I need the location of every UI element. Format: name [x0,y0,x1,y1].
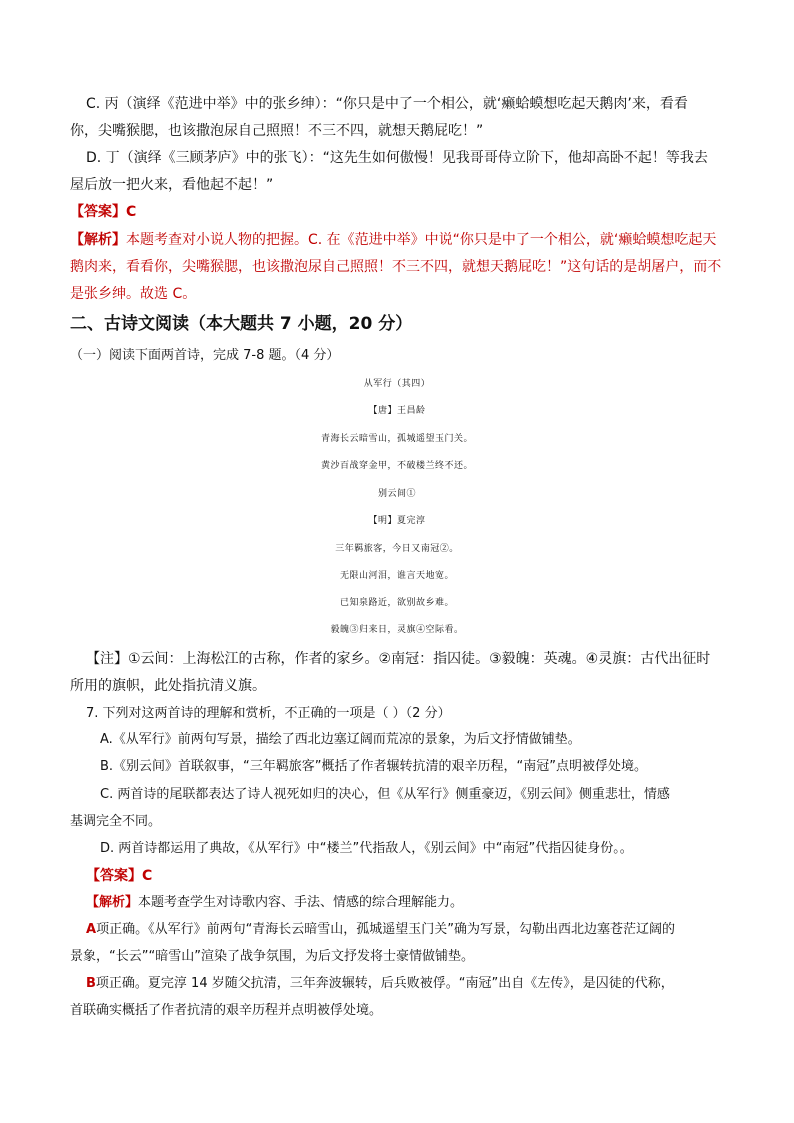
section-title: 二、古诗文阅读（本大题共 7 小题，20 分） [70,314,413,334]
q6-analysis-line2: 鹅肉来，看看你，尖嘴猴腮，也该撒泡尿自己照照！不三不四，就想天鹅屁吃！”这句话的是胡屠户，而不 [70,259,722,275]
analysis-b-label: B [86,976,96,991]
q7-option-a: A.《从军行》前两句写景，描绘了西北边塞辽阔而荒凉的景象，为后文抒情做铺垫。 [100,732,581,747]
poem2-line2: 无限山河泪，谁言天地宽。 [339,571,454,581]
analysis-a-text: 项正确。《从军行》前两句“青海长云暗雪山，孤城遥望玉门关”确为写景，勾勒出西北边塞苍茫辽阔的 [96,922,676,937]
q7-analysis-intro [86,893,463,913]
q7-option-c-line1: C. 两首诗的尾联都表达了诗人视死如归的决心，但《从军行》侧重豪迈，《别云间》侧重悲壮，情感 [100,787,670,802]
q7-answer [86,866,152,886]
q7-option-c-line2: 基调完全不同。 [70,814,162,829]
poem1-line2: 黄沙百战穿金甲，不破楼兰终不还。 [320,461,473,471]
poem1-line1: 青海长云暗雪山，孤城遥望玉门关。 [320,434,473,444]
poem1-title: 从军行（其四） [363,379,431,389]
analysis-tag: 【解析】 [86,895,139,910]
q6-option-d-line1: D. 丁（演绎《三顾茅庐》中的张飞）：“这先生如何傲慢！见我哥哥侍立阶下，他却高卧不起！等我去 [86,150,708,166]
notes-line2: 所用的旗帜，此处指抗清义旗。 [70,678,266,694]
analysis-a-label: A [86,922,97,937]
notes-line1: 【注】①云间：上海松江的古称，作者的家乡。②南冠：指囚徒。③毅魄：英魂。④灵旗：古代出征时 [86,651,711,667]
answer-tag: 【答案】 [86,868,142,884]
q7-option-d: D. 两首诗都运用了典故，《从军行》中“楼兰”代指敌人，《别云间》中“南冠”代指囚徒身份。。 [100,841,633,856]
q6-option-c-line2: 你，尖嘴猴腮，也该撒泡尿自己照照！不三不四，就想天鹅屁吃！” [70,123,484,139]
q6-analysis-line1 [70,230,716,250]
analysis-text: 本题考查对小说人物的把握。C. 在《范进中举》中说“你只是中了一个相公，就‘癞蛤蟆想吃起天 [126,232,717,248]
answer-value: C [126,204,137,220]
q6-analysis-line3: 是张乡绅。故选 C。 [70,286,197,302]
q7-analysis-a-line2: 景象，“长云”“暗雪山”渲染了战争氛围，为后文抒发将士豪情做铺垫。 [70,949,474,964]
q6-answer [70,202,136,222]
q7-option-b: B.《别云间》首联叙事，“三年羁旅客”概括了作者辗转抗清的艰辛历程，“南冠”点明被俘处境。 [100,759,647,774]
poem2-line4: 毅魄③归来日，灵旗④空际看。 [330,625,464,635]
q7-analysis-a-line1 [86,920,675,940]
poem2-line3: 已知泉路近，欲别故乡难。 [339,598,454,608]
analysis-b-text: 项正确。夏完淳 14 岁随父抗清，三年奔波辗转，后兵败被俘。“南冠”出自《左传》，是囚徒的代称， [95,976,674,991]
q6-option-c-line1: C. 丙（演绎《范进中举》中的张乡绅）：“你只是中了一个相公，就‘癞蛤蟆想吃起天鹅肉’来，看看 [86,96,688,112]
q7-stem: 7. 下列对这两首诗的理解和赏析，不正确的一项是（ ）（2 分） [86,706,451,721]
q7-analysis-b-line2: 首联确实概括了作者抗清的艰辛历程并点明被俘处境。 [70,1003,383,1018]
analysis-tag: 【解析】 [70,232,126,248]
q6-option-d-line2: 屋后放一把火来，看他起不起！” [70,177,274,193]
poem1-author: 【唐】王昌龄 [368,406,426,416]
poem2-line1: 三年羁旅客，今日又南冠②。 [335,544,459,554]
q7-analysis-b-line1 [86,974,674,994]
analysis-text: 本题考查学生对诗歌内容、手法、情感的综合理解能力。 [138,895,464,910]
part1-intro: （一）阅读下面两首诗，完成 7-8 题。（4 分） [70,348,340,363]
answer-tag: 【答案】 [70,204,126,220]
poem2-title: 别云间① [377,489,416,499]
poem2-author: 【明】夏完淳 [368,516,426,526]
answer-value: C [142,868,153,884]
